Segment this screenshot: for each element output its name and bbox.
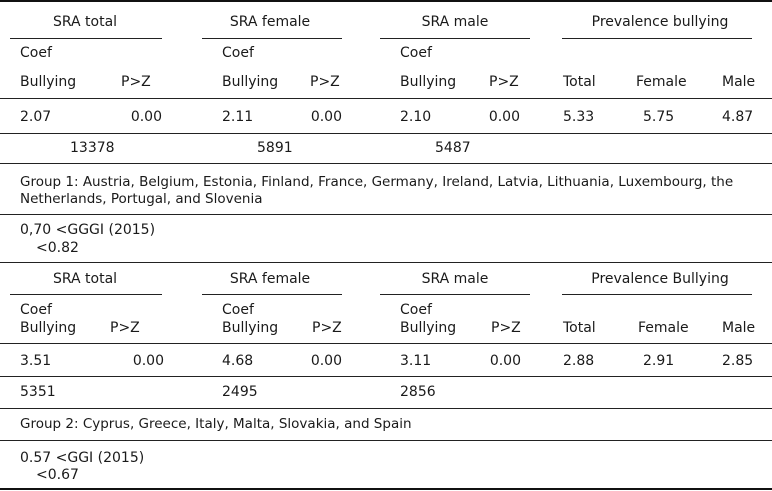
coef-label: Coef [222, 302, 254, 318]
value-prev-total: 2.88 [563, 353, 595, 369]
row-rule [0, 376, 772, 377]
value-female-coef: 4.68 [222, 353, 254, 369]
header-sra-male: SRA male [421, 271, 489, 287]
header-underline [10, 38, 162, 39]
n-male: 5487 [435, 140, 471, 156]
prev-total-label: Total [563, 74, 596, 90]
header-underline [202, 38, 342, 39]
row-rule [0, 163, 772, 164]
row-rule [0, 440, 772, 441]
value-male-p: 0.00 [488, 109, 520, 125]
pz-label: P>Z [121, 74, 151, 90]
bullying-label: Bullying [400, 74, 457, 90]
header-underline [380, 294, 530, 295]
value-female-coef: 2.11 [222, 109, 254, 125]
value-prev-total: 5.33 [563, 109, 595, 125]
prev-total-label: Total [563, 320, 596, 336]
group1-description: Group 1: Austria, Belgium, Estonia, Finland, France, Germany, Ireland, Latvia, Lithuania, Luxembourg, the Netherlands, Portugal, and Slovenia [20, 174, 734, 207]
coef-label: Coef [20, 302, 52, 318]
row-rule [0, 408, 772, 409]
header-underline [380, 38, 530, 39]
header-sra-total: SRA total [52, 271, 118, 287]
value-total-coef: 2.07 [20, 109, 52, 125]
value-prev-male: 4.87 [722, 109, 754, 125]
coef-label: Coef [222, 45, 254, 61]
coef-label: Coef [20, 45, 52, 61]
row-rule [0, 133, 772, 134]
range-line-2: <0.82 [36, 240, 79, 256]
value-prev-female: 2.91 [643, 353, 675, 369]
bullying-label: Bullying [400, 320, 457, 336]
value-male-p: 0.00 [489, 353, 521, 369]
header-underline [562, 38, 752, 39]
pz-label: P>Z [312, 320, 342, 336]
header-sra-total: SRA total [52, 14, 118, 30]
prev-male-label: Male [722, 74, 756, 90]
table-bottom-rule [0, 488, 772, 490]
header-prevalence: Prevalence bullying [591, 14, 729, 30]
header-underline [562, 294, 752, 295]
value-male-coef: 2.10 [400, 109, 432, 125]
bullying-label: Bullying [222, 320, 279, 336]
n-total: 13378 [70, 140, 115, 156]
value-male-coef: 3.11 [400, 353, 432, 369]
range-line-1: 0,70 <GGGI (2015) [20, 222, 156, 238]
prev-female-label: Female [638, 320, 689, 336]
header-prevalence: Prevalence Bullying [591, 271, 729, 287]
bullying-label: Bullying [222, 74, 279, 90]
table-top-rule [0, 0, 772, 2]
pz-label: P>Z [110, 320, 140, 336]
pz-label: P>Z [310, 74, 340, 90]
value-prev-female: 5.75 [643, 109, 675, 125]
prev-male-label: Male [722, 320, 756, 336]
header-underline [10, 294, 162, 295]
prev-female-label: Female [636, 74, 687, 90]
group2-description: Group 2: Cyprus, Greece, Italy, Malta, Slovakia, and Spain [20, 416, 412, 432]
n-female: 5891 [257, 140, 293, 156]
value-total-p: 0.00 [132, 353, 164, 369]
header-sra-female: SRA female [229, 14, 311, 30]
pz-label: P>Z [491, 320, 521, 336]
value-total-coef: 3.51 [20, 353, 52, 369]
header-sra-female: SRA female [229, 271, 311, 287]
row-rule [0, 98, 772, 99]
row-rule [0, 214, 772, 215]
bullying-label: Bullying [20, 74, 77, 90]
value-female-p: 0.00 [310, 353, 342, 369]
pz-label: P>Z [489, 74, 519, 90]
n-total: 5351 [20, 384, 56, 400]
header-sra-male: SRA male [421, 14, 489, 30]
coef-label: Coef [400, 45, 432, 61]
group-separator [0, 262, 772, 263]
n-female: 2495 [222, 384, 258, 400]
range-line-2: <0.67 [36, 467, 79, 483]
bullying-label: Bullying [20, 320, 77, 336]
n-male: 2856 [400, 384, 436, 400]
value-female-p: 0.00 [310, 109, 342, 125]
range-line-1: 0.57 <GGI (2015) [20, 450, 145, 466]
value-total-p: 0.00 [130, 109, 162, 125]
header-underline [202, 294, 342, 295]
coef-label: Coef [400, 302, 432, 318]
value-prev-male: 2.85 [722, 353, 754, 369]
row-rule [0, 343, 772, 344]
